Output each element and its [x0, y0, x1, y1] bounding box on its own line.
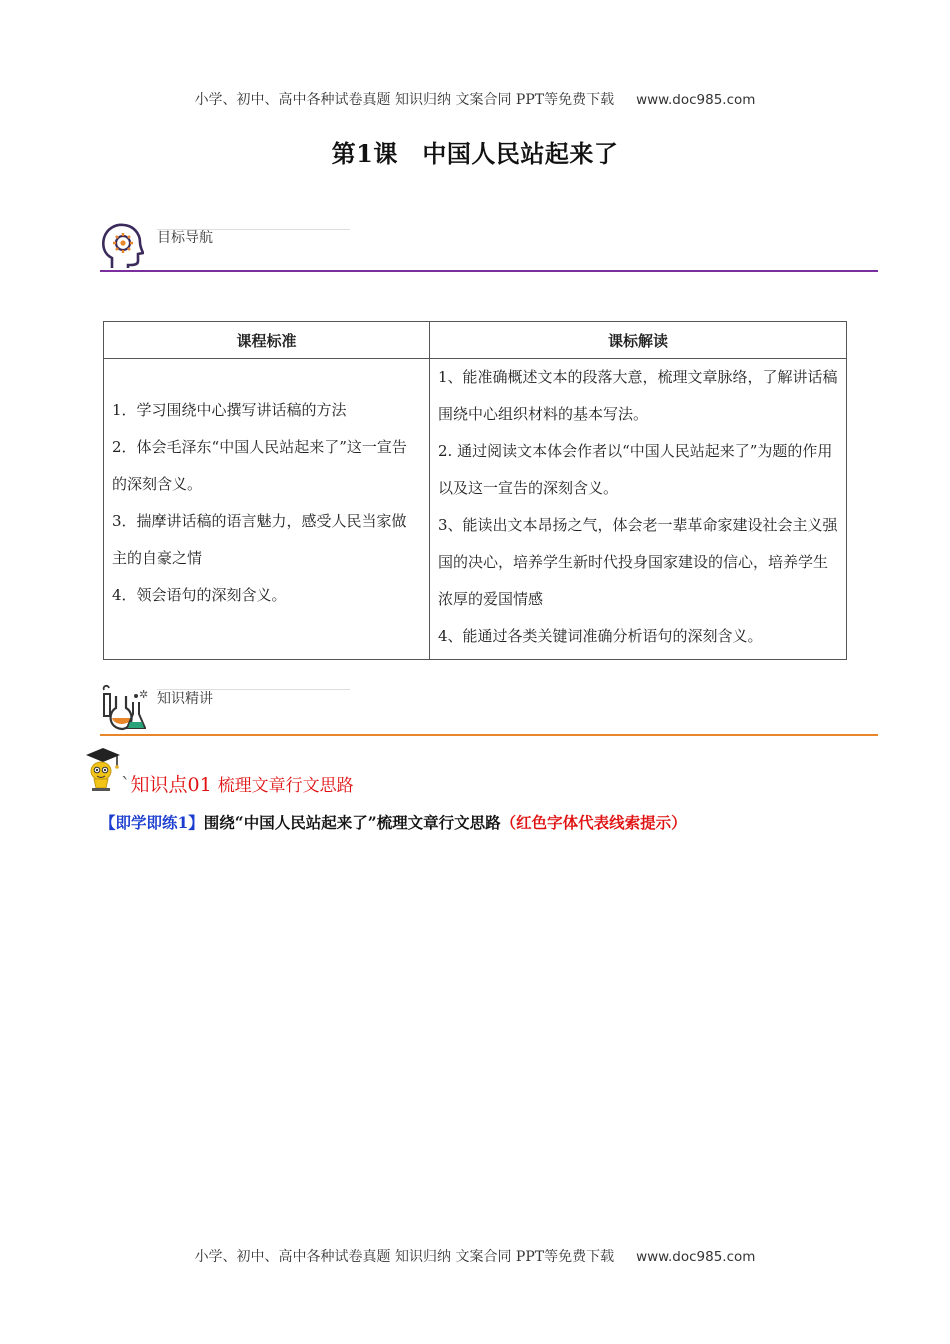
header-url[interactable]: www.doc985.com — [636, 92, 756, 108]
interpretation-cell — [430, 359, 847, 660]
divider — [157, 229, 350, 230]
list-item: 1、能准确概述文本的段落大意，梳理文章脉络，了解讲话稿围绕中心组织材料的基本写法。 — [438, 368, 838, 423]
page-title: 第1课 中国人民站起来了 — [331, 139, 619, 168]
graduate-cap-icon — [84, 746, 122, 796]
section-goal-navigation — [100, 222, 878, 274]
divider — [157, 689, 350, 690]
column-header: 课标解读 — [430, 322, 847, 359]
section-label: 知识精讲 — [157, 691, 213, 707]
practice-hint: （红色字体代表线索提示） — [500, 813, 687, 832]
list-item: 3、能读出文本昂扬之气，体会老一辈革命家建设社会主义强国的决心，培养学生新时代投身国家建设的信心，培养学生浓厚的爱国情感 — [438, 516, 838, 608]
practice-text: 围绕“中国人民站起来了”梳理文章行文思路 — [203, 813, 501, 832]
footer-url[interactable]: www.doc985.com — [636, 1249, 756, 1265]
knowledge-point-label: 知识点01 — [130, 774, 212, 796]
section-rule — [100, 270, 878, 272]
table-row — [104, 359, 847, 660]
section-rule — [100, 734, 878, 736]
standards-cell — [104, 359, 430, 660]
section-knowledge-explain — [100, 684, 878, 738]
knowledge-point-mark: ` — [121, 774, 131, 796]
practice-prompt — [100, 811, 687, 833]
sparkle-icon: ✲ — [139, 688, 149, 701]
standards-table — [103, 321, 847, 660]
column-header: 课程标准 — [104, 322, 430, 359]
head-gear-icon — [100, 222, 144, 274]
knowledge-point-title — [121, 770, 354, 797]
list-item: 3．揣摩讲话稿的语言魅力，感受人民当家做主的自豪之情 — [112, 512, 407, 567]
table-header-row — [104, 322, 847, 359]
list-item: 4、能通过各类关键词准确分析语句的深刻含义。 — [438, 627, 763, 645]
header-text: 小学、初中、高中各种试卷真题 知识归纳 文案合同 PPT等免费下载 — [194, 92, 615, 108]
list-item: 2. 通过阅读文本体会作者以“中国人民站起来了”为题的作用以及这一宣告的深刻含义。 — [438, 442, 833, 497]
list-item: 1．学习围绕中心撰写讲话稿的方法 — [112, 401, 347, 419]
list-item: 2．体会毛泽东“中国人民站起来了”这一宣告的深刻含义。 — [112, 438, 407, 493]
knowledge-point-heading: 梳理文章行文思路 — [217, 776, 354, 796]
section-label: 目标导航 — [157, 230, 213, 246]
page-header — [0, 89, 950, 109]
practice-label: 【即学即练1】 — [100, 813, 204, 832]
footer-text: 小学、初中、高中各种试卷真题 知识归纳 文案合同 PPT等免费下载 — [194, 1249, 615, 1265]
page-footer — [0, 1246, 950, 1266]
list-item: 4．领会语句的深刻含义。 — [112, 586, 287, 604]
